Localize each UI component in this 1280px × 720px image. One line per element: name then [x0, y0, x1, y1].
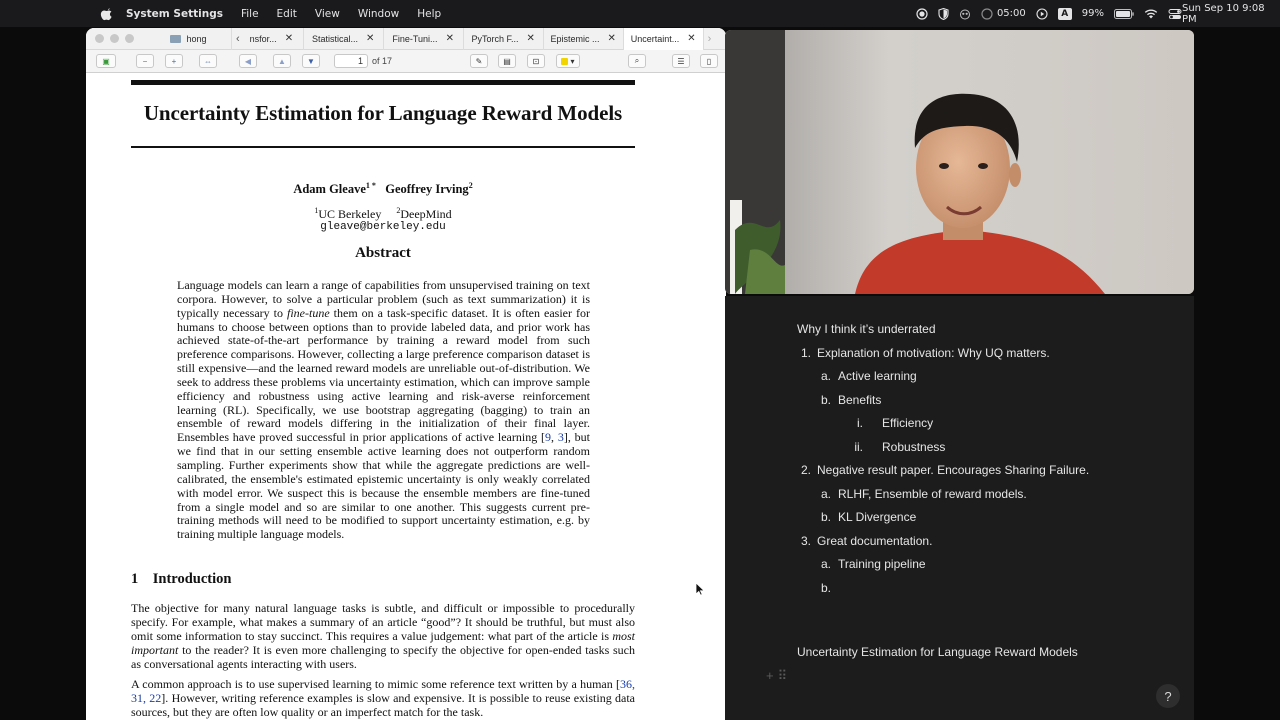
tab-close-icon[interactable]: ✕	[284, 33, 294, 44]
tab-label: nsfor...	[249, 33, 277, 44]
stamp-icon[interactable]: ▤	[498, 54, 516, 68]
tab-close-icon[interactable]: ✕	[526, 33, 535, 44]
pdf-page[interactable]	[86, 73, 726, 720]
abstract-heading: Abstract	[355, 245, 411, 261]
list-marker: 2.	[800, 463, 811, 477]
search-icon[interactable]: ⌕	[628, 54, 646, 68]
minimize-window-button[interactable]	[110, 34, 119, 43]
play-icon[interactable]	[1036, 8, 1048, 20]
tab-label: hong	[186, 33, 207, 44]
battery-percent: 99%	[1081, 8, 1104, 19]
page-view-icon[interactable]: ▯	[700, 54, 718, 68]
author-affiliation-mark: 2	[468, 181, 473, 190]
pen-icon[interactable]: ✎	[470, 54, 488, 68]
affiliation-mark: 2	[396, 206, 401, 215]
record-icon[interactable]	[916, 8, 928, 20]
tab-statistical[interactable]	[304, 28, 384, 50]
menu-view[interactable]: View	[314, 7, 340, 20]
page-number-input[interactable]: 1	[334, 54, 368, 68]
tab-bar	[86, 28, 726, 50]
webcam-video	[725, 30, 1194, 294]
tab-scroll-left-icon[interactable]: ‹	[236, 32, 240, 45]
paper-authors	[131, 181, 635, 197]
list-marker: b.	[820, 510, 831, 524]
menubar-clock[interactable]: Sun Sep 10 9:08 PM	[1182, 2, 1265, 25]
list-marker: b.	[820, 581, 831, 595]
sidebar-toggle-icon[interactable]: ▣	[96, 54, 116, 68]
tab-label: Statistical...	[311, 33, 358, 44]
list-item[interactable]: RLHF, Ensemble of reward models.	[838, 487, 1027, 501]
battery-icon[interactable]	[1114, 9, 1134, 19]
list-item[interactable]: Benefits	[838, 393, 882, 407]
list-marker: b.	[820, 393, 831, 407]
window-controls	[95, 34, 134, 43]
citation-link[interactable]: 9	[545, 430, 552, 445]
paper-affiliations	[131, 206, 635, 222]
zoom-window-button[interactable]	[125, 34, 134, 43]
page-up-icon[interactable]: ▲	[273, 54, 291, 68]
page-down-icon[interactable]: ▼	[302, 54, 320, 68]
intro-paragraph: A common approach is to use supervised learning to mimic some reference text written by a human [36, 31, 22]. However, writing reference examples is slow and expensive. It is possible to reuse existing data sources, but they are often low quality or an imperfect match for the task.	[131, 677, 636, 719]
list-item[interactable]: Efficiency	[882, 416, 934, 430]
outline-icon[interactable]: ☰	[672, 54, 690, 68]
title-top-rule	[131, 80, 635, 85]
list-marker: i.	[857, 416, 863, 430]
shield-icon[interactable]	[938, 8, 949, 20]
tab-close-icon[interactable]: ✕	[687, 33, 696, 44]
menu-file[interactable]: File	[240, 7, 259, 20]
list-marker: a.	[820, 557, 831, 571]
close-window-button[interactable]	[95, 34, 104, 43]
folder-icon	[170, 35, 181, 43]
input-source-badge[interactable]: A	[1058, 8, 1072, 20]
help-button[interactable]: ?	[1156, 684, 1180, 708]
menu-window[interactable]: Window	[357, 7, 400, 20]
zoom-out-icon[interactable]: −	[136, 54, 154, 68]
abstract-body: Language models can learn a range of capabilities from unsupervised training on text corpora. However, to solve a particular problem (such as text summarization) it is typically necessary to fine-tune them on a task-specific dataset. It is often easier for humans to choose between options than to provide labeled data, and prior work has achieved state-of-the-art performance by training a reward model from such preference comparisons. However, collecting a large preference comparison dataset is still expensive—and the learned reward models are unreliable out-of-distribution. We seek to address these problems via uncertainty estimation, which can improve sample efficiency and robustness using active learning and risk-averse reinforcement learning (RL). Specifically, we use bootstrap aggregating (bagging) to train an ensemble of reward models differing in the initialization of their final layer. Ensembles have proved successful in prior applications of active learning [9, 3], but we find that in our setting ensemble active learning does not outperform random sampling. Further experiments show that while the aggregate predictions are well-calibrated, the ensemble's estimated epistemic uncertainty is only weakly correlated with model error. We suspect this is because the ensemble members are fine-tuned from a single model and so are similar to one another. This suggests current pre-training methods will need to be modified to support uncertainty estimation, e.g. by training multiple language models.	[177, 278, 591, 542]
affiliation-mark: 1	[314, 206, 319, 215]
intro-paragraph: The objective for many natural language tasks is subtle, and difficult or impossible to procedurally specify. For example, what makes a summary of an article “good”? It should be truthful, but must also omit some information to stay succinct. This requires a value judgement: what part of the article is most important to the reader? It is even more challenging to specify the objective for open-ended tasks such as conversational agents interacting with users.	[131, 601, 635, 671]
fit-width-icon[interactable]: ⇔	[199, 54, 217, 68]
tab-close-icon[interactable]: ✕	[607, 33, 616, 44]
list-marker: a.	[820, 487, 831, 501]
notes-panel[interactable]	[725, 296, 1194, 720]
select-icon[interactable]: ⊡	[527, 54, 545, 68]
tab-uncertainty[interactable]	[624, 28, 704, 50]
affiliation: DeepMind	[400, 207, 452, 221]
list-marker: 1.	[800, 346, 811, 360]
zoom-in-icon[interactable]: +	[165, 54, 183, 68]
wifi-icon[interactable]	[1144, 8, 1158, 19]
owl-icon[interactable]	[959, 8, 971, 20]
author-email: gleave@berkeley.edu	[320, 221, 446, 233]
apple-logo-icon[interactable]	[100, 7, 114, 21]
tab-label: Epistemic ...	[550, 33, 600, 44]
tab-close-icon[interactable]: ✕	[365, 33, 375, 44]
title-bottom-rule	[131, 146, 635, 148]
pdf-viewer-window	[86, 28, 726, 720]
citation-link[interactable]: 3	[557, 430, 564, 445]
tab-label: Uncertaint...	[630, 33, 680, 44]
list-item[interactable]: Great documentation.	[817, 534, 933, 548]
affiliation: UC Berkeley	[318, 207, 382, 221]
menu-edit[interactable]: Edit	[276, 7, 297, 20]
list-item[interactable]: Training pipeline	[838, 557, 926, 571]
list-marker: 3.	[800, 534, 811, 548]
list-item[interactable]: Explanation of motivation: Why UQ matters.	[817, 346, 1050, 360]
tab-epistemic[interactable]	[544, 28, 624, 50]
list-marker: a.	[820, 369, 831, 383]
tab-fine-tuning[interactable]	[384, 28, 464, 50]
list-item-empty[interactable]	[838, 581, 1038, 595]
add-block-handle-icon[interactable]: +⠿	[766, 668, 792, 683]
tab-pytorch[interactable]	[464, 28, 544, 50]
timer-ring-icon	[981, 8, 993, 20]
citation-link[interactable]: 36, 31, 22	[131, 677, 635, 705]
tab-folder-hong[interactable]	[146, 28, 232, 50]
list-item[interactable]: Active learning	[838, 369, 917, 383]
author-affiliation-mark: 1 *	[365, 181, 376, 190]
tab-label: Fine-Tuni...	[392, 33, 438, 44]
author-name: Adam Gleave	[293, 182, 366, 197]
tab-transformers[interactable]	[244, 28, 304, 50]
notes-heading[interactable]: Why I think it’s underrated	[797, 322, 936, 336]
menu-help[interactable]: Help	[417, 7, 442, 20]
section-heading: 1 Introduction	[131, 571, 232, 587]
tab-label: PyTorch F...	[471, 33, 519, 44]
mouse-cursor-icon	[695, 582, 705, 596]
menu-bar	[0, 0, 1280, 27]
list-item[interactable]: Robustness	[882, 440, 946, 454]
control-center-icon[interactable]	[1168, 8, 1182, 20]
paper-title: Uncertainty Estimation for Language Reward Models	[143, 101, 623, 125]
page-total: of 17	[372, 56, 393, 66]
highlight-color-icon[interactable]: ▾	[556, 54, 580, 68]
notes-footer-title[interactable]: Uncertainty Estimation for Language Reward Models	[797, 645, 1078, 659]
menu-app-name[interactable]: System Settings	[126, 7, 223, 20]
back-icon[interactable]: ◀	[239, 54, 257, 68]
tab-scroll-right-icon[interactable]: ›	[707, 32, 712, 45]
list-item[interactable]: KL Divergence	[838, 510, 917, 524]
presenter-video-frame	[725, 30, 1194, 294]
author-name: Geoffrey Irving	[385, 182, 469, 197]
tab-close-icon[interactable]: ✕	[445, 33, 454, 44]
list-marker: ii.	[854, 440, 863, 454]
list-item[interactable]: Negative result paper. Encourages Sharing Failure.	[817, 463, 1090, 477]
timer-value: 05:00	[996, 8, 1026, 19]
pdf-toolbar	[86, 50, 726, 73]
timer[interactable]	[981, 8, 1026, 20]
